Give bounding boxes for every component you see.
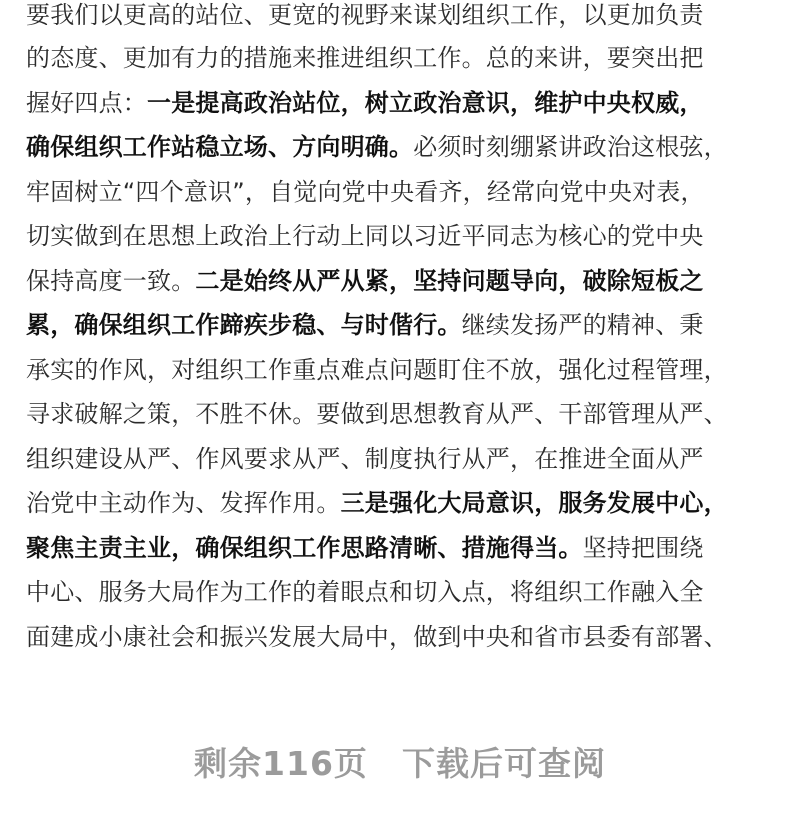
text-segment: 继续发扬严的精神、秉 (461, 311, 704, 339)
bold-text-segment: 累，确保组织工作蹄疾步稳、与时偕行。 (26, 311, 462, 339)
text-line (26, 570, 778, 615)
text-line (26, 81, 778, 126)
text-line (26, 437, 778, 482)
text-segment: 切实做到在思想上政治上行动上同以习近平同志为核心的党中央 (26, 222, 704, 250)
text-segment: 要我们以更高的站位、更宽的视野来谋划组织工作，以更加负责 (26, 1, 704, 29)
text-line (26, 36, 778, 81)
text-line (26, 214, 778, 259)
preview-footer (0, 738, 800, 785)
text-line (26, 170, 778, 215)
text-line (26, 303, 778, 348)
bold-text-segment: 聚焦主责主业，确保组织工作思路清晰、措施得当。 (26, 533, 583, 562)
text-line (26, 392, 778, 437)
bold-text-segment: 确保组织工作站稳立场、方向明确。 (26, 133, 414, 161)
text-segment: 的态度、更加有力的措施来推进组织工作。总的来讲，要突出把 (26, 44, 704, 72)
text-segment: 面建成小康社会和振兴发展大局中，做到中央和省市县委有部署、 (26, 622, 728, 651)
text-segment: 治党中主动作为、发挥作用。 (26, 489, 341, 517)
text-line (26, 615, 778, 660)
text-line (26, 259, 778, 304)
download-hint-label: 下载后可查阅 (401, 744, 606, 783)
text-segment: 承实的作风，对组织工作重点难点问题盯住不放，强化过程管理， (26, 355, 728, 384)
text-line (26, 348, 778, 393)
bold-text-segment: 二是始终从严从紧，坚持问题导向，破除短板之 (195, 266, 704, 295)
text-segment: 中心、服务大局作为工作的着眼点和切入点，将组织工作融入全 (26, 578, 704, 606)
remaining-pages-label: 剩余116页 (194, 744, 368, 783)
text-segment: 保持高度一致。 (26, 266, 196, 295)
text-segment: 组织建设从严、作风要求从严、制度执行从严，在推进全面从严 (26, 444, 704, 473)
text-segment: 寻求破解之策，不胜不休。要做到思想教育从严、干部管理从严、 (26, 400, 728, 428)
text-segment: 必须时刻绷紧讲政治这根弦， (413, 133, 728, 161)
text-segment: 牢固树立“四个意识”，自觉向党中央看齐，经常向党中央对表， (26, 177, 705, 206)
text-line (26, 526, 778, 571)
text-line (26, 125, 778, 170)
bold-text-segment: 一是提高政治站位，树立政治意识，维护中央权威， (147, 88, 704, 117)
text-line (26, 0, 778, 36)
text-segment: 坚持把围绕 (582, 533, 704, 562)
document-body (26, 0, 778, 659)
text-segment: 握好四点： (26, 88, 147, 117)
bold-text-segment: 三是强化大局意识，服务发展中心， (340, 489, 728, 517)
text-line (26, 481, 778, 526)
